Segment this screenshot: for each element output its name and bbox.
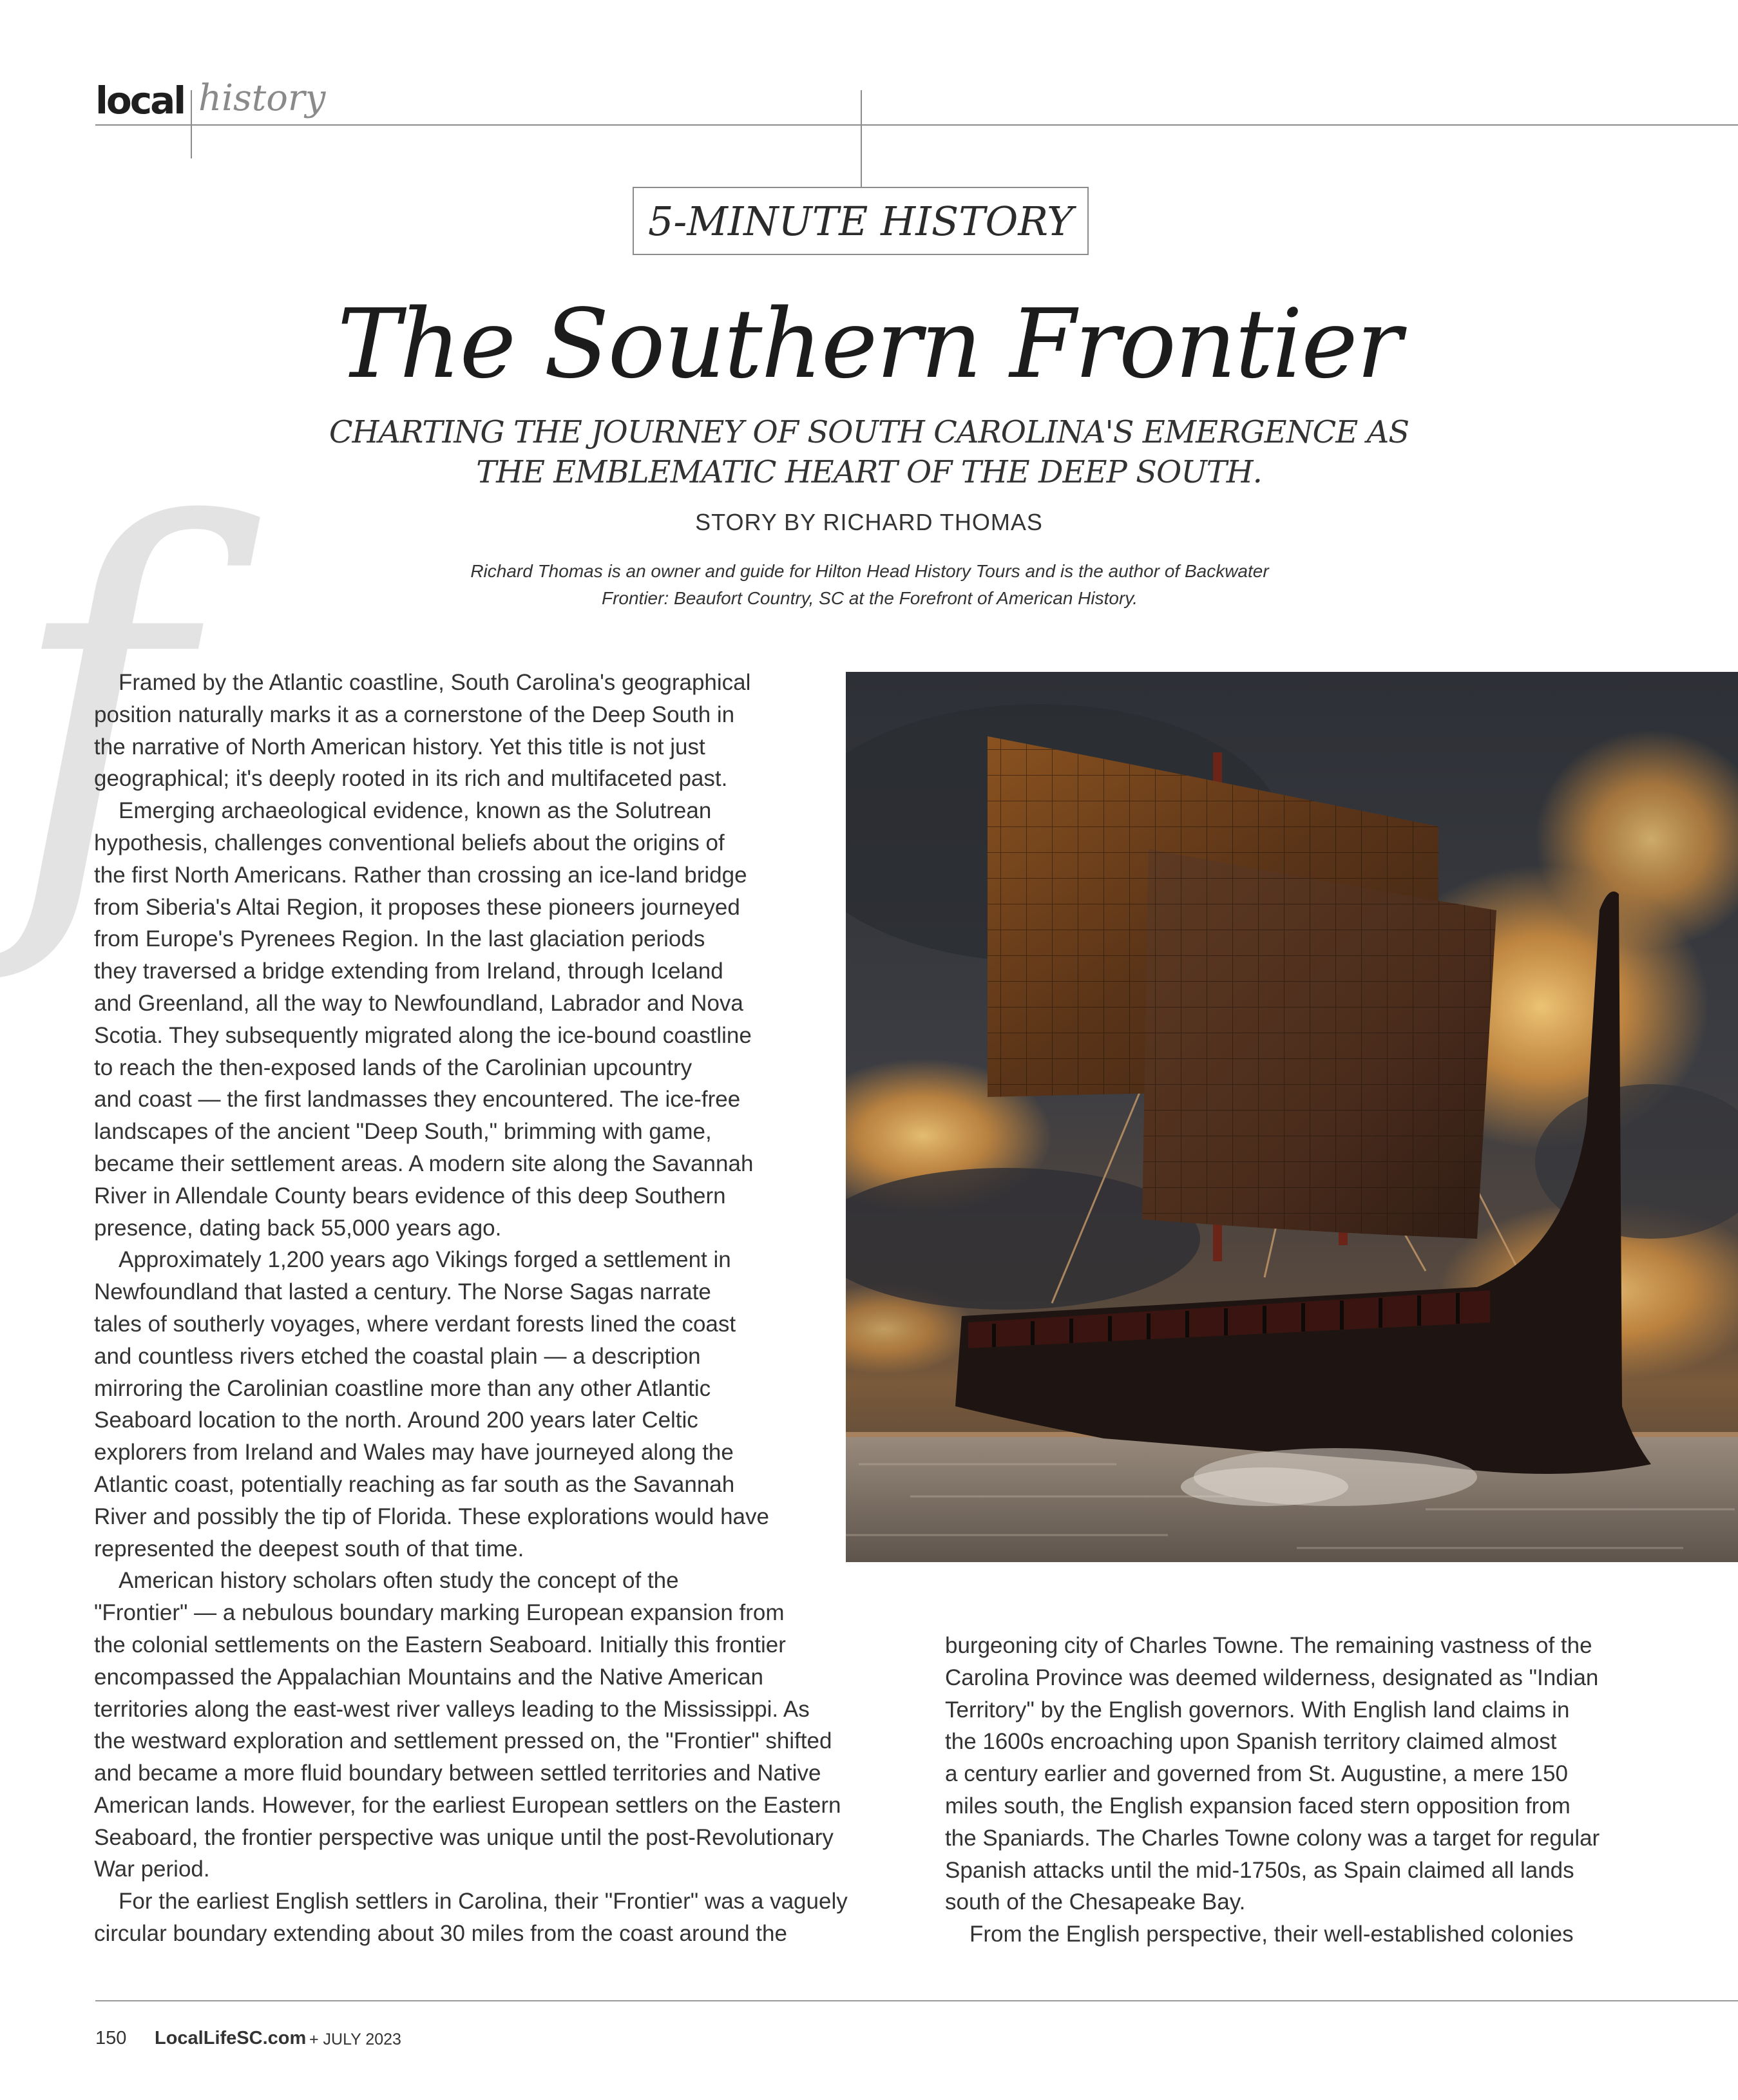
body-text-line: a century earlier and governed from St. Augustine, a mere 150 [945,1761,1568,1787]
body-text-line: geographical; it's deeply rooted in its rich and multifaceted past. [94,766,728,792]
body-text-line: American history scholars often study the concept of the [119,1568,679,1594]
ship-illustration [846,672,1738,1562]
body-text-line: hypothesis, challenges conventional beliefs about the origins of [94,830,725,855]
bio-line: Frontier: Beaufort Country, SC at the Forefront of American History. [601,588,1138,608]
body-text-line: to reach the then-exposed lands of the Carolinian upcountry [94,1055,692,1080]
body-text-line: encompassed the Appalachian Mountains and the Native American [94,1664,763,1690]
body-text-line: burgeoning city of Charles Towne. The remaining vastness of the [945,1633,1592,1658]
article-subtitle [193,412,1545,492]
body-text-line: represented the deepest south of that time. [94,1536,524,1561]
body-text-line: explorers from Ireland and Wales may have journeyed along the [94,1440,734,1465]
section-sublabel: history [198,77,326,119]
body-text-line: Seaboard location to the north. Around 200 years later Celtic [94,1408,698,1433]
body-text-line: mirroring the Carolinian coastline more than any other Atlantic [94,1375,711,1401]
body-text-line: River in Allendale County bears evidence of this deep Southern [94,1183,726,1208]
body-text-line: River and possibly the tip of Florida. These explorations would have [94,1503,769,1529]
author-bio [361,558,1379,612]
kicker-connector [861,90,862,187]
bio-line: Richard Thomas is an owner and guide for Hilton Head History Tours and is the author of Backwater [470,561,1269,581]
body-text-line: the colonial settlements on the Eastern Seaboard. Initially this frontier [94,1632,786,1657]
body-text-line: and countless rivers etched the coastal plain — a description [94,1343,701,1369]
body-text-line: territories along the east-west river valleys leading to the Mississippi. As [94,1696,810,1722]
decorative-dropcap: f [6,424,188,993]
body-text-line: Scotia. They subsequently migrated along the ice-bound coastline [94,1022,752,1048]
body-text-line: the Spaniards. The Charles Towne colony was a target for regular [945,1825,1600,1851]
body-text-line: the 1600s encroaching upon Spanish territory claimed almost [945,1729,1557,1755]
subtitle-line: CHARTING THE JOURNEY OF SOUTH CAROLINA'S EMERGENCE AS [329,414,1409,450]
body-text-line: south of the Chesapeake Bay. [945,1889,1246,1915]
body-text-line: American lands. However, for the earliest European settlers on the Eastern [94,1792,841,1818]
body-text-line: presence, dating back 55,000 years ago. [94,1215,502,1241]
issue-date: + JULY 2023 [309,2030,401,2048]
kicker-text: 5-MINUTE HISTORY [647,197,1074,245]
header-rule [95,124,1738,126]
body-text-line: became their settlement areas. A modern site along the Savannah [94,1150,754,1176]
body-text-line: From the English perspective, their well-established colonies [969,1922,1574,1947]
body-column-right [945,1630,1724,1951]
body-text-line: Territory" by the English governors. With English land claims in [945,1697,1570,1723]
body-text-line: they traversed a bridge extending from Ireland, through Iceland [94,959,723,984]
body-text-line: Seaboard, the frontier perspective was unique until the post-Revolutionary [94,1824,834,1850]
body-text-line: Spanish attacks until the mid-1750s, as Spain claimed all lands [945,1857,1574,1883]
body-text-line: the westward exploration and settlement pressed on, the "Frontier" shifted [94,1728,832,1754]
body-text-line: circular boundary extending about 30 miles from the coast around the [94,1921,787,1947]
body-text-line: and became a more fluid boundary between settled territories and Native [94,1761,821,1786]
body-text-line: miles south, the English expansion faced stern opposition from [945,1793,1571,1818]
body-text-line: position naturally marks it as a cornerstone of the Deep South in [94,702,735,727]
body-text-line: tales of southerly voyages, where verdant forests lined the coast [94,1311,736,1337]
body-text-line: landscapes of the ancient "Deep South," brimming with game, [94,1119,712,1145]
body-text-line: and coast — the first landmasses they encountered. The ice-free [94,1087,741,1112]
body-text-line: Approximately 1,200 years ago Vikings forged a settlement in [119,1247,731,1273]
section-label: local [95,79,185,122]
header-divider [191,90,192,158]
body-text-line: War period. [94,1857,210,1882]
body-text-line: and Greenland, all the way to Newfoundland, Labrador and Nova [94,990,743,1016]
body-text-line: from Siberia's Altai Region, it proposes these pioneers journeyed [94,894,740,920]
body-text-line: Emerging archaeological evidence, known as the Solutrean [119,798,712,824]
site-name: LocalLifeSC.com [155,2028,307,2048]
body-text-line: the narrative of North American history. Yet this title is not just [94,734,705,759]
body-text-line: from Europe's Pyrenees Region. In the last glaciation periods [94,926,705,952]
article-title: The Southern Frontier [337,289,1401,399]
body-text-line: "Frontier" — a nebulous boundary marking European expansion from [94,1600,785,1626]
body-column-left [94,667,899,1950]
footer-rule [95,2000,1738,2001]
body-text-line: Newfoundland that lasted a century. The Norse Sagas narrate [94,1279,711,1305]
body-text-line: Framed by the Atlantic coastline, South Carolina's geographical [119,670,751,695]
body-text-line: the first North Americans. Rather than crossing an ice-land bridge [94,862,747,888]
kicker-box [633,187,1089,255]
body-text-line: Carolina Province was deemed wilderness, designated as "Indian [945,1665,1599,1690]
page-number: 150 [95,2028,127,2048]
body-text-line: Atlantic coast, potentially reaching as far south as the Savannah [94,1471,735,1497]
body-text-line: For the earliest English settlers in Carolina, their "Frontier" was a vaguely [119,1889,848,1914]
subtitle-line: THE EMBLEMATIC HEART OF THE DEEP SOUTH. [476,454,1262,490]
byline: STORY BY RICHARD THOMAS [695,509,1043,535]
ship-image-svg [846,672,1738,1562]
